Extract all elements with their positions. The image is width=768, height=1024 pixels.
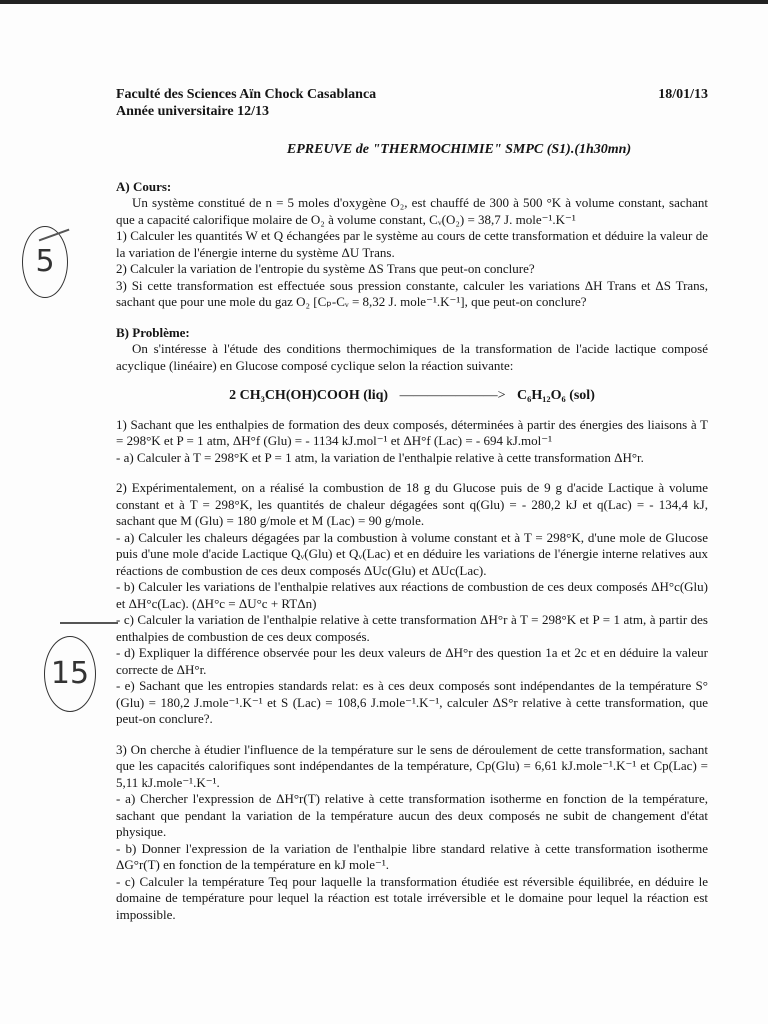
equation-arrow-icon: ———————>	[399, 388, 506, 403]
problem-part-2a: - a) Calculer les chaleurs dégagées par la combustion à volume constant et à T = 298°K, d'une mole de Glucose puis d'une mole d'acide Lactique Qᵥ(Glu) et Qᵥ(Lac) et en déduire les variations de l'énergie interne relatives aux réactions de combustion de ces deux composés ΔUc(Glu) et ΔUc(Lac).	[116, 529, 708, 578]
header	[116, 86, 708, 120]
problem-part-2c: - c) Calculer la variation de l'enthalpie relative à cette transformation ΔH°r à T = 298°K et P = 1 atm, à partir des enthalpies de combustion de ces deux composés.	[116, 612, 708, 644]
handwritten-line-b	[60, 622, 118, 624]
top-border-line	[0, 0, 768, 4]
score-b-text: 15	[50, 656, 90, 691]
equation-reactant: 2 CH₃CH(OH)COOH (liq)	[229, 388, 389, 403]
handwritten-score-circle-b	[44, 636, 96, 712]
problem-part-2e: - e) Sachant que les entropies standards relat: es à ces deux composés sont indépendantes de la température S°(Glu) = 180,2 J.mole⁻¹.K⁻¹ et S (Lac) = 108,6 J.mole⁻¹.K⁻¹, calculer ΔS°r relative à cette transformation, que peut-on conclure?.	[116, 678, 708, 726]
section-b-intro: On s'intéresse à l'étude des conditions thermochimiques de la transformation de l'acide lactique composé acyclique (linéaire) en Glucose composé cyclique selon la réaction suivante:	[116, 341, 708, 373]
exam-page	[116, 86, 708, 923]
section-a-q3: 3) Si cette transformation est effectuée sous pression constante, calculer les variations ΔH Trans et ΔS Trans, sachant que pour une mole du gaz O₂ [Cₚ-Cᵥ = 8,32 J. mole⁻¹.K⁻¹], que peut-on conclure?	[116, 277, 708, 309]
problem-part-1: 1) Sachant que les enthalpies de formation des deux composés, déterminées à partir des énergies des liaisons à T = 298°K et P = 1 atm, ΔH°f (Glu) = - 1134 kJ.mol⁻¹ et ΔH°f (Lac) = - 694 kJ.mol⁻¹	[116, 416, 708, 448]
section-a-heading: A) Cours:	[116, 178, 172, 194]
section-a-intro: Un système constitué de n = 5 moles d'oxygène O₂, est chauffé de 300 à 500 °K à volume constant, sachant que a capacité calorifique molaire de O₂ à volume constant, Cᵥ(O₂) = 38,7 J. mole⁻¹.K⁻¹	[116, 195, 708, 227]
problem-part-3a: - a) Chercher l'expression de ΔH°r(T) relative à cette transformation isotherme en fonction de la température, sachant que pendant la variation de la température aucun des deux composés ne subit de changement d'état physique.	[116, 791, 708, 839]
equation-product: C₆H₁₂O₆ (sol)	[517, 388, 595, 403]
problem-part-3: 3) On cherche à étudier l'influence de la température sur le sens de déroulement de cette transformation, sachant que les capacités calorifiques sont indépendantes de la température, Cp(Glu) = 6,61 kJ.mole⁻¹.K⁻¹ et Cp(Lac) = 5,11 kJ.mole⁻¹.K⁻¹.	[116, 741, 708, 790]
section-b-heading: B) Problème:	[116, 324, 190, 340]
problem-part-1a: - a) Calculer à T = 298°K et P = 1 atm, la variation de l'enthalpie relative à cette transformation ΔH°r.	[116, 449, 644, 465]
problem-part-2b: - b) Calculer les variations de l'enthalpie relatives aux réactions de combustion de ces deux composés ΔH°c(Glu) et ΔH°c(Lac). (ΔH°c = ΔU°c + RTΔn)	[116, 579, 708, 611]
faculty-name: Faculté des Sciences Aïn Chock Casablanca	[116, 87, 377, 102]
section-a-q2: 2) Calculer la variation de l'entropie du système ΔS Trans que peut-on conclure?	[116, 261, 535, 276]
problem-part-3b: - b) Donner l'expression de la variation de l'enthalpie libre standard relative à cette transformation isotherme ΔG°r(T) en fonction de la température en kJ mole⁻¹.	[116, 840, 708, 872]
academic-year: Année universitaire 12/13	[116, 104, 269, 119]
problem-part-2d: - d) Expliquer la différence observée pour les deux valeurs de ΔH°r des question 1a et 2c et en déduire la valeur correcte de ΔH°r.	[116, 645, 708, 677]
reaction-equation	[116, 388, 708, 405]
problem-part-2: 2) Expérimentalement, on a réalisé la combustion de 18 g du Glucose puis de 9 g d'acide Lactique à volume constant et à T = 298°K, les quantités de chaleur dégagées sont q(Glu) = - 280,2 kJ et q(Lac) = - 134,4 kJ, sachant que M (Glu) = 180 g/mole et M (Lac) = 90 g/mole.	[116, 480, 708, 528]
exam-title: EPREUVE de "THERMOCHIMIE" SMPC (S1).(1h30mn)	[286, 142, 632, 157]
problem-part-3c: - c) Calculer la température Teq pour laquelle la transformation étudiée est réversible équilibrée, en déduire le domaine de température pour lequel la réaction est totale irréversible et le domaine pour lequel la réaction est impossible.	[116, 873, 708, 922]
exam-date: 18/01/13	[658, 87, 708, 102]
score-a-text: 5	[35, 244, 55, 279]
section-a-q1: 1) Calculer les quantités W et Q échangées par le système au cours de cette transformation et déduire la valeur de la variation de l'énergie interne du système ΔU Trans.	[116, 228, 708, 260]
